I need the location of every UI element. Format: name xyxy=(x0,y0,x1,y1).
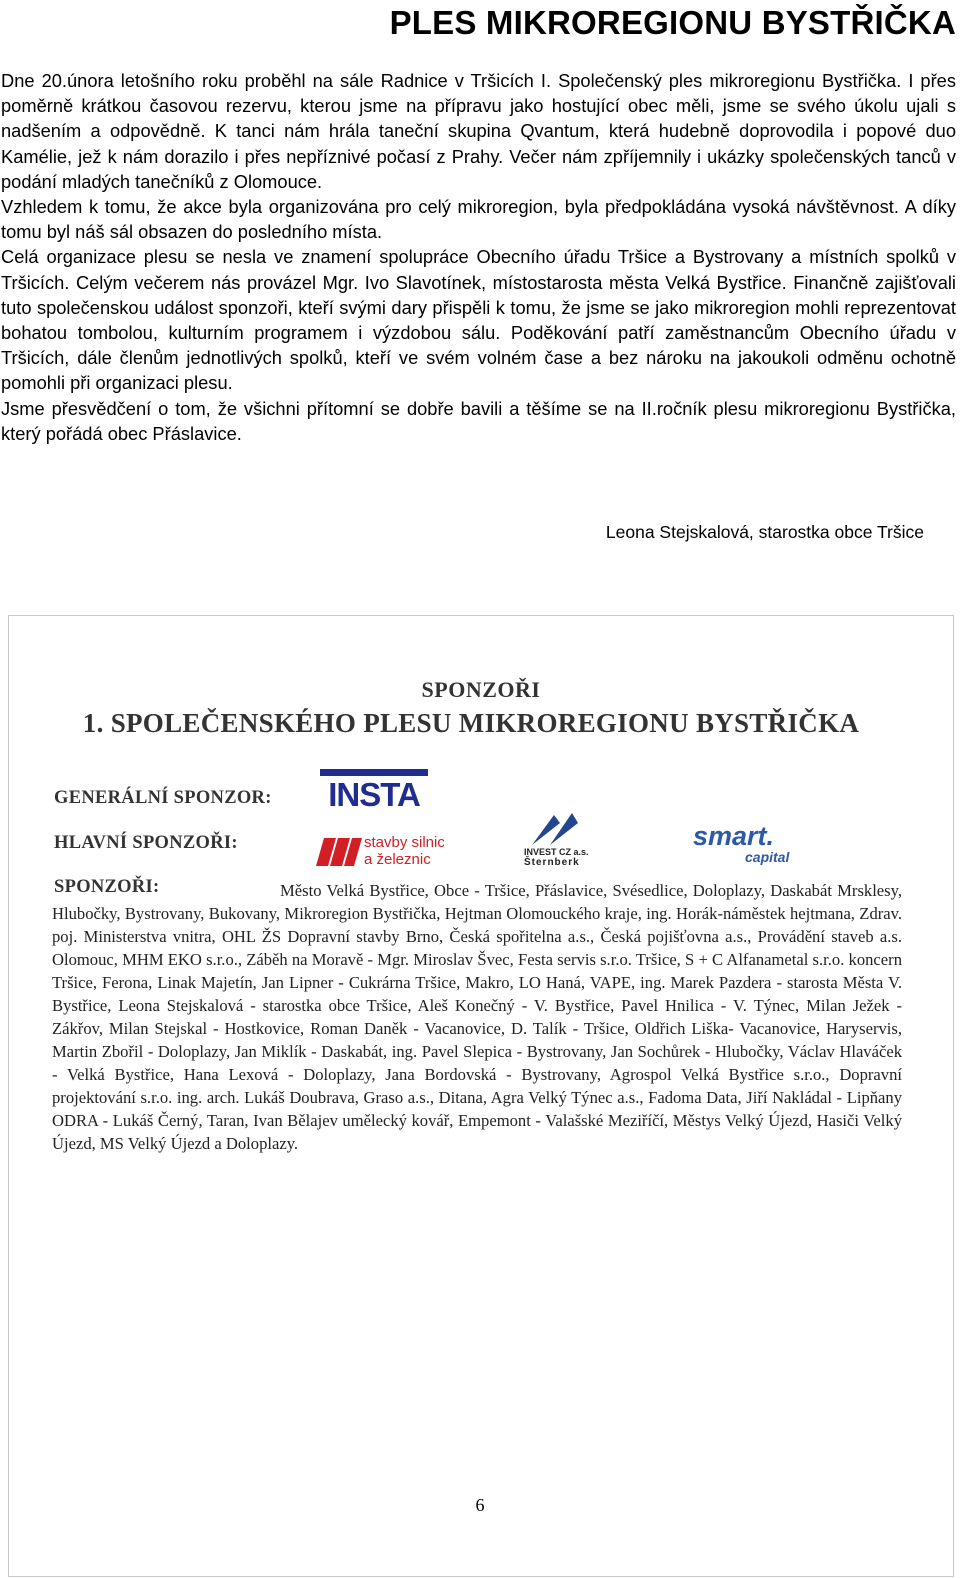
invest-cz-logo-graphic xyxy=(520,809,602,867)
sponsor-list-text: Město Velká Bystřice, Obce - Tršice, Přáslavice, Svésedlice, Doloplazy, Daskabát Mrsklesy, Hlubočky, Bystrovany, Bukovany, Mikroregion Bystřička, Hejtman Olomouckého kraje, ing. Horák-náměstek hejtmana, Zdrav. poj. Ministerstva vnitra, OHL ŽS Dopravní stavby Brno, Česká spořitelna a.s., Česká pojišťovna a.s., Provádění staveb a.s. Olomouc, MHM EKO s.r.o., Záběh na Moravě - Mgr. Miroslav Švec, Festa servis s.r.o. Tršice, S + C Alfanametal s.r.o. koncern Tršice, Ferona, Linak Majetín, Jan Lipner - Cukrárna Tršice, Makro, LO Haná, VAPE, ing. Marek Pazdera - starosta Města V. Bystřice, Leona Stejskalová - starostka obce Tršice, Aleš Konečný - V. Bystřice, Pavel Hnilica - V. Týnec, Milan Ježek - Zákřov, Milan Stejskal - Hostkovice, Roman Daněk - Vacanovice, D. Talík - Tršice, Oldřich Liška- Vacanovice, Haryservis, Martin Zbořil - Doloplazy, Jan Miklík - Daskabát, ing. Pavel Slepica - Bystrovany, Jan Sochůrek - Hlubočky, Václav Hlaváček - Velká Bystřice, Hana Lexová - Doloplazy, Jana Bordovská - Bystrovany, Agrospol Velká Bystřice s.r.o., Dopravní projektování s.r.o. ing. arch. Lukáš Doubrava, Graso a.s., Ditana, Agra Velký Týnec a.s., Fadoma Data, Jiří Nakládal - Lipňany ODRA - Lukáš Černý, Taran, Ivan Bělajev umělecký kovář, Empemont - Valašské Meziříčí, Městys Velký Újezd, Hasiči Velký Újezd, MS Velký Újezd a Doloplazy. xyxy=(52,881,902,1153)
article-signature: Leona Stejskalová, starostka obce Tršice xyxy=(605,522,924,542)
article-paragraph: Jsme přesvědčení o tom, že všichni přítomní se dobře bavili a těšíme se na II.ročník plesu mikroregionu Bystřička, který pořádá obec Přáslavice. xyxy=(1,397,956,444)
page-title: PLES MIKROREGIONU BYSTŘIČKA xyxy=(389,4,956,41)
smart-logo-line2: capital xyxy=(745,849,790,865)
sponsors-label: SPONZOŘI: xyxy=(54,877,160,897)
insta-logo xyxy=(320,769,428,814)
article-body xyxy=(1,68,956,446)
general-sponsor-label: GENERÁLNÍ SPONZOR: xyxy=(54,788,272,808)
ssz-logo-line1: stavby silnic xyxy=(364,834,444,851)
poster-heading: SPONZOŘI xyxy=(421,677,541,702)
poster-subheading: 1. SPOLEČENSKÉHO PLESU MIKROREGIONU BYSTŘIČKA xyxy=(82,708,860,738)
invest-cz-logo xyxy=(520,809,602,872)
page-number: 6 xyxy=(475,1495,485,1515)
poster-content xyxy=(8,615,954,1577)
main-sponsors-label: HLAVNÍ SPONZOŘI: xyxy=(54,833,238,853)
invest-cz-line1: INVEST CZ a.s. xyxy=(524,847,589,857)
smart-logo-line1: smart. xyxy=(693,821,775,851)
ssz-logo-line2: a železnic xyxy=(364,851,431,868)
article-paragraph: Vzhledem k tomu, že akce byla organizována pro celý mikroregion, byla předpokládána vysoká návštěvnost. A díky tomu byl náš sál obsazen do posledního místa. xyxy=(1,196,956,243)
insta-logo-graphic xyxy=(320,769,428,809)
smart-capital-logo xyxy=(691,820,811,871)
article-paragraph: Dne 20.února letošního roku proběhl na sále Radnice v Tršicích I. Společenský ples mikroregionu Bystřička. I přes poměrně krátkou časovou rezervu, kterou jsme na přípravu jako hostující obec měli, jsme se svého úkolu ujali s nadšením a odpovědně. K tanci nám hrála taneční skupina Qvantum, která hudebně doprovodila i popové duo Kamélie, jež k nám dorazilo i přes nepříznivé počasí z Prahy. Večer nám zpříjemnily i ukázky společenských tanců v podání mladých tanečníků z Olomouce. xyxy=(1,70,956,192)
ssz-logo xyxy=(314,828,444,873)
ssz-logo-graphic xyxy=(314,828,444,868)
smart-capital-logo-graphic xyxy=(691,820,811,866)
article-paragraph: Celá organizace plesu se nesla ve znamení spolupráce Obecního úřadu Tršice a Bystrovany a místních spolků v Tršicích. Celým večerem nás provázel Mgr. Ivo Slavotínek, místostarosta města Velká Bystřice. Finančně zajišťovali tuto společenskou událost sponzoři, kteří svými dary přispěli k tomu, že jsme se jako mikroregion mohli reprezentovat bohatou tombolou, kulturním programem i výzdobou sálu. Poděkování patří zaměstnancům Obecního úřadu v Tršicích, dále členům jednotlivých spolků, kteří ve svém volném čase a bez nároku na jakoukoli odměnu ochotně pomohli při organizaci plesu. xyxy=(1,246,956,394)
insta-logo-text: INSTA xyxy=(328,776,420,809)
sponsor-list xyxy=(52,879,902,1155)
invest-cz-line2: Šternberk xyxy=(524,857,580,867)
